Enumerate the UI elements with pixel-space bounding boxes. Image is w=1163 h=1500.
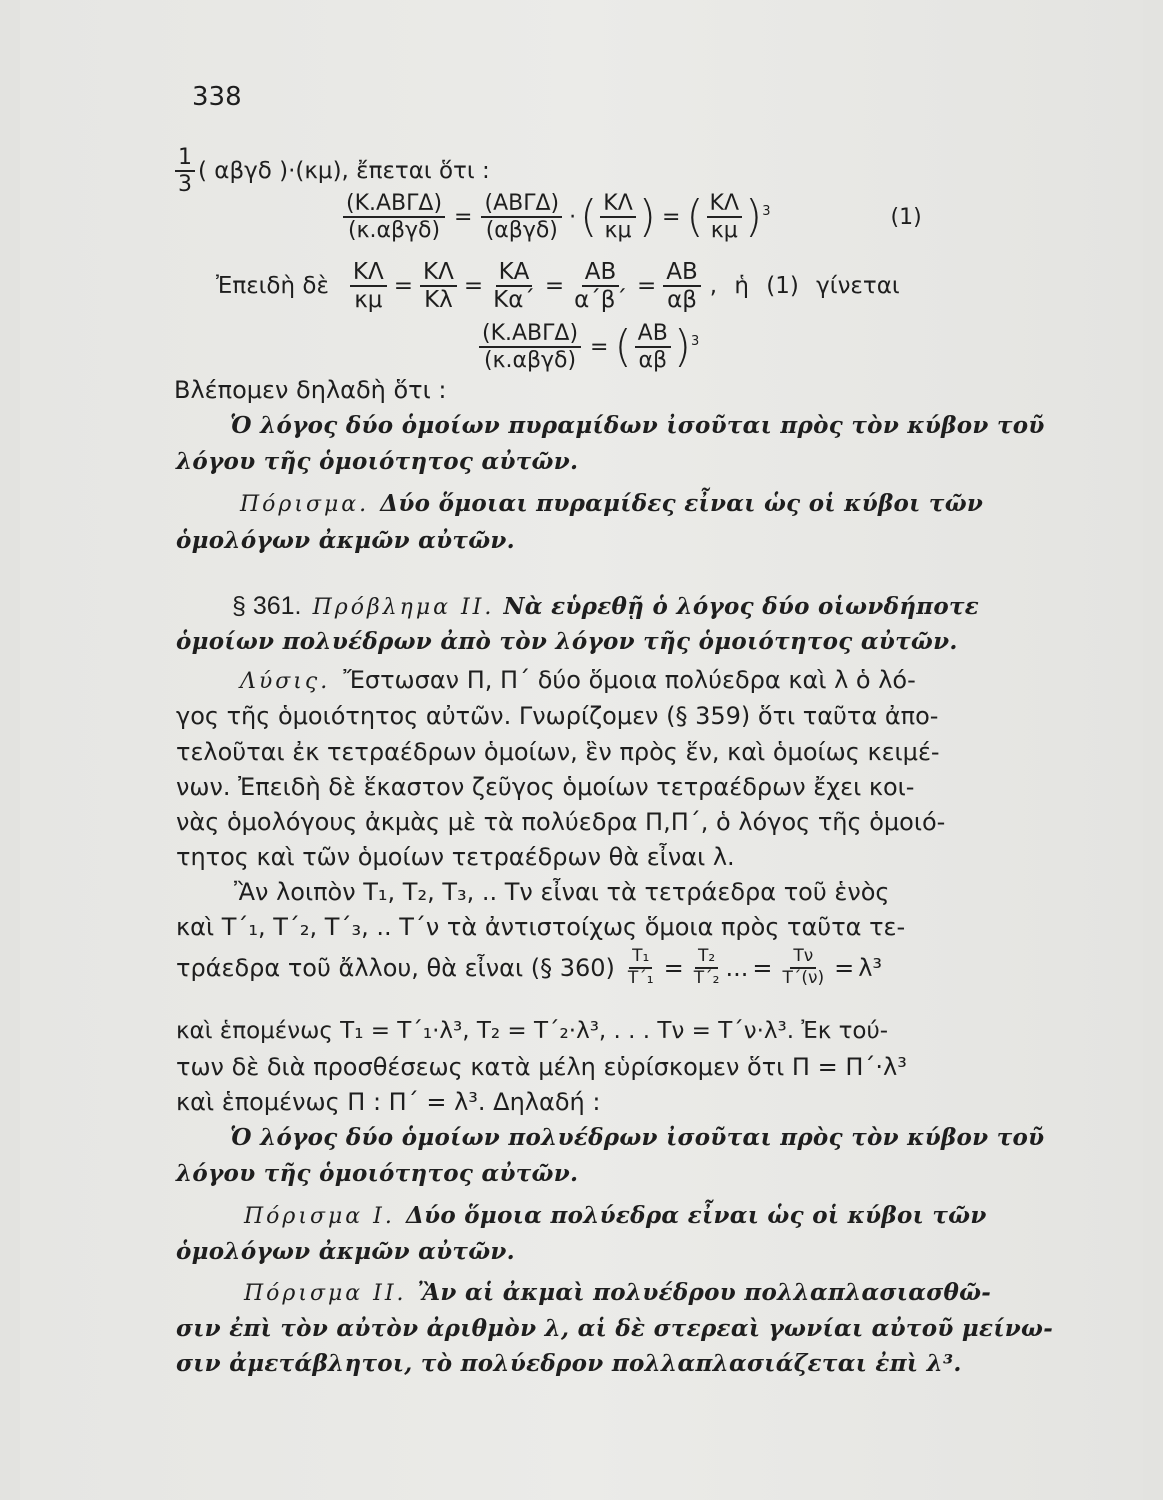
text-line: Ἂν λοιπὸν Τ₁, Τ₂, Τ₃, .. Τν εἶναι τὰ τετράεδρα τοῦ ἑνὸς (234, 878, 890, 906)
problem-line: ὁμοίων πολυέδρων ἀπὸ τὸν λόγον τῆς ὁμοιότητος αὐτῶν. (176, 628, 958, 655)
corollary-2-heading: Πόρισμα ΙΙ. Ἂν αἱ ἀκμαὶ πολυέδρου πολλαπλασιασθῶ- (244, 1279, 992, 1306)
equation-3: $\frac{\text{(Κ.ΑΒΓΔ)}}{\text{(κ.αβγδ)}}$ = ( $\frac{AB}{\alpha\beta}$ ) 3 (476, 322, 699, 372)
equation-volume: $\frac{1}{3}$ ( αβγδ )·(κμ), ἔπεται ὅτι : (172, 146, 490, 196)
problem-heading: § 361. Πρόβλημα ΙΙ. Νὰ εὑρεθῇ ὁ λόγος δύο οἱωνδήποτε (232, 592, 980, 620)
corollary-line: ὁμολόγων ἀκμῶν αὐτῶν. (176, 1238, 515, 1265)
text-line: νων. Ἐπειδὴ δὲ ἕκαστον ζεῦγος ὁμοίων τετραέδρων ἔχει κοι- (176, 773, 915, 801)
tetrahedra-ratio-line: τράεδρα τοῦ ἄλλου, θὰ εἶναι (§ 360) $\frac{\text{Τ₁}}{\text{Τ΄₁}}$ = $\frac{\text{Τ₂}}{\text{Τ΄₂}}$ ... = $\frac{T\nu}{T΄(\nu)}$ = λ³ (176, 946, 883, 988)
fraction-one-third: $\frac{1}{3}$ (175, 146, 195, 196)
text-line: νὰς ὁμολόγους ἀκμὰς μὲ τὰ πολύεδρα Π,Π΄, ὁ λόγος τῆς ὁμοιό- (176, 808, 946, 836)
equation-1: $\frac{\text{(Κ.ΑΒΓΔ)}}{\text{(κ.αβγδ)}}$ = $\frac{\text{(ΑΒΓΔ)}}{\text{(αβγδ)}}$ · ( $\frac{K\Lambda}{\kappa\mu}$ ) = ( $\frac{K\Lambda}{\kappa\mu}$ ) 3 (1) (340, 192, 922, 242)
theorem-line: λόγου τῆς ὁμοιότητος αὐτῶν. (176, 448, 579, 475)
corollary-line: σιν ἐπὶ τὸν αὐτὸν ἀριθμὸν λ, αἱ δὲ στερεαὶ γωνίαι αὐτοῦ μείνω- (176, 1315, 1054, 1342)
text-line: των δὲ διὰ προσθέσεως κατὰ μέλη εὑρίσκομεν ὅτι Π = Π΄·λ³ (176, 1053, 907, 1081)
equation-2: Ἐπειδὴ δὲ $\frac{K\Lambda}{\kappa\mu}$ = $\frac{K\Lambda}{K\lambda}$ = $\frac{KA}{K\alpha΄}$ = $\frac{AB}{\alpha΄\beta΄}$ = $\frac{AB}{\alpha\beta}$ , ἡ (1) γίνεται (216, 259, 900, 314)
text-line: τελοῦται ἐκ τετραέδρων ὁμοίων, ἓν πρὸς ἕν, καὶ ὁμοίως κειμέ- (176, 738, 940, 766)
book-page (20, 0, 1143, 1500)
solution-heading: Λύσις. Ἔστωσαν Π, Π΄ δύο ὅμοια πολύεδρα καὶ λ ὁ λό- (240, 666, 916, 694)
theorem-line: λόγου τῆς ὁμοιότητος αὐτῶν. (176, 1160, 579, 1187)
text-line: τητος καὶ τῶν ὁμοίων τετραέδρων θὰ εἶναι λ. (176, 843, 735, 871)
equation-label: (1) (890, 204, 922, 230)
corollary-heading: Πόρισμα. Δύο ὅμοιαι πυραμίδες εἶναι ὡς οἱ κύβοι τῶν (240, 490, 984, 517)
corollary-line: ὁμολόγων ἀκμῶν αὐτῶν. (176, 527, 515, 554)
text-line: Βλέπομεν δηλαδὴ ὅτι : (174, 376, 447, 404)
corollary-1-heading: Πόρισμα Ι. Δύο ὅμοια πολύεδρα εἶναι ὡς οἱ κύβοι τῶν (244, 1202, 987, 1229)
page-number: 338 (192, 82, 242, 112)
text-line: καὶ ἑπομένως Τ₁ = Τ΄₁·λ³, Τ₂ = Τ΄₂·λ³, . . . Τν = Τ΄ν·λ³. Ἐκ τού- (176, 1018, 889, 1044)
text-line: καὶ Τ΄₁, Τ΄₂, Τ΄₃, .. Τ΄ν τὰ ἀντιστοίχως ὅμοια πρὸς ταῦτα τε- (176, 913, 906, 941)
text-line: καὶ ἑπομένως Π : Π΄ = λ³. Δηλαδή : (176, 1088, 601, 1116)
corollary-line: σιν ἀμετάβλητοι, τὸ πολύεδρον πολλαπλασιάζεται ἐπὶ λ³. (176, 1350, 962, 1377)
theorem-line: Ὁ λόγος δύο ὁμοίων πυραμίδων ἰσοῦται πρὸς τὸν κύβον τοῦ (230, 412, 1045, 439)
text-line: γος τῆς ὁμοιότητος αὐτῶν. Γνωρίζομεν (§ 359) ὅτι ταῦτα ἀπο- (176, 702, 939, 730)
theorem-line: Ὁ λόγος δύο ὁμοίων πολυέδρων ἰσοῦται πρὸς τὸν κύβον τοῦ (230, 1124, 1045, 1151)
